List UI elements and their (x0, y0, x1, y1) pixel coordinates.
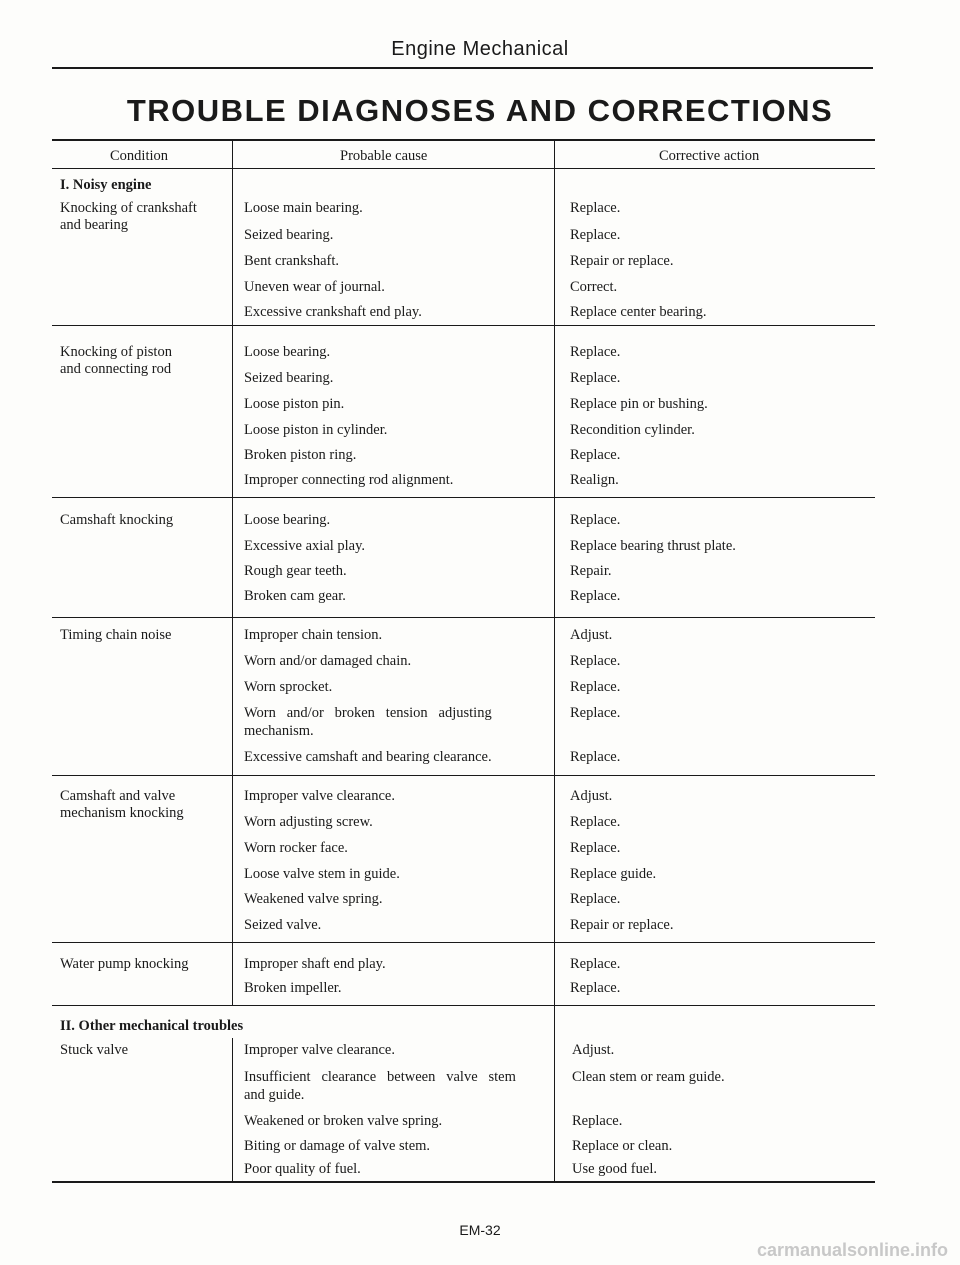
action-cell: Replace. (570, 370, 621, 386)
table-top-rule (52, 139, 875, 141)
action-cell: Replace bearing thrust plate. (570, 538, 736, 554)
cause-cell: Loose bearing. (244, 344, 331, 360)
row-divider (52, 617, 875, 618)
cause-cell: Seized bearing. (244, 370, 334, 386)
cause-cell: Excessive camshaft and bearing clearance. (244, 749, 492, 765)
action-cell: Realign. (570, 472, 619, 488)
action-cell: Replace. (570, 891, 621, 907)
cause-cell: Worn and/or damaged chain. (244, 653, 412, 669)
cause-cell: Improper valve clearance. (244, 1042, 395, 1058)
action-cell: Correct. (570, 279, 618, 295)
action-cell: Clean stem or ream guide. (572, 1069, 725, 1085)
action-cell: Replace. (570, 447, 621, 463)
action-cell: Replace guide. (570, 866, 657, 882)
action-cell: Replace or clean. (572, 1138, 673, 1154)
action-cell: Use good fuel. (572, 1161, 657, 1177)
cause-cell: Uneven wear of journal. (244, 279, 385, 295)
cause-cell: Poor quality of fuel. (244, 1161, 361, 1177)
cause-cell: Loose piston pin. (244, 396, 345, 412)
action-cell: Replace. (570, 227, 621, 243)
group-heading: I. Noisy engine (60, 177, 152, 193)
action-cell: Replace. (570, 588, 621, 604)
cause-cell: Loose bearing. (244, 512, 331, 528)
cause-cell: Broken impeller. (244, 980, 342, 996)
cause-cell: Broken cam gear. (244, 588, 346, 604)
cause-cell: Broken piston ring. (244, 447, 357, 463)
action-cell: Recondition cylinder. (570, 422, 695, 438)
watermark: carmanualsonline.info (756, 1240, 948, 1260)
action-cell: Replace. (570, 705, 621, 721)
condition-cell: Knocking of piston (60, 344, 172, 360)
action-cell: Adjust. (570, 627, 613, 643)
cause-cell: Biting or damage of valve stem. (244, 1138, 431, 1154)
cause-cell: Loose valve stem in guide. (244, 866, 400, 882)
column-header-condition: Condition (110, 148, 169, 164)
action-cell: Adjust. (570, 788, 613, 804)
cause-cell: Bent crankshaft. (244, 253, 340, 269)
row-divider (52, 497, 875, 498)
action-cell: Replace. (570, 980, 621, 996)
action-cell: Replace. (572, 1113, 623, 1129)
action-cell: Repair or replace. (570, 917, 674, 933)
group-heading: II. Other mechanical troubles (60, 1018, 244, 1034)
condition-cell: Stuck valve (60, 1042, 129, 1058)
action-cell: Repair or replace. (570, 253, 674, 269)
action-cell: Replace. (570, 840, 621, 856)
cause-cell: Worn and/or broken tension adjusting (244, 705, 492, 721)
action-cell: Replace. (570, 653, 621, 669)
cause-cell: Insufficient clearance between valve stem (244, 1069, 516, 1085)
section-title: Engine Mechanical (391, 38, 569, 60)
action-cell: Replace. (570, 512, 621, 528)
row-divider (52, 1005, 875, 1006)
column-divider (554, 139, 555, 1183)
condition-cell: Timing chain noise (60, 627, 172, 643)
condition-cell: Camshaft knocking (60, 512, 174, 528)
cause-cell: Weakened valve spring. (244, 891, 383, 907)
column-divider (232, 139, 233, 1005)
cause-cell: Worn sprocket. (244, 679, 333, 695)
cause-cell: Worn rocker face. (244, 840, 348, 856)
condition-cell: mechanism knocking (60, 805, 184, 821)
cause-cell: Loose piston in cylinder. (244, 422, 388, 438)
column-header-cause: Probable cause (340, 148, 428, 164)
action-cell: Replace pin or bushing. (570, 396, 708, 412)
action-cell: Adjust. (572, 1042, 615, 1058)
action-cell: Replace. (570, 344, 621, 360)
row-divider (52, 775, 875, 776)
cause-cell: Worn adjusting screw. (244, 814, 373, 830)
cause-cell: Seized bearing. (244, 227, 334, 243)
cause-cell: Improper chain tension. (244, 627, 383, 643)
action-cell: Replace. (570, 956, 621, 972)
cause-cell: Loose main bearing. (244, 200, 363, 216)
action-cell: Replace. (570, 814, 621, 830)
row-divider (52, 325, 875, 326)
action-cell: Replace. (570, 749, 621, 765)
cause-cell: Seized valve. (244, 917, 322, 933)
condition-cell: and connecting rod (60, 361, 172, 377)
cause-cell: Excessive crankshaft end play. (244, 304, 422, 320)
cause-cell: Weakened or broken valve spring. (244, 1113, 443, 1129)
cause-cell: Improper connecting rod alignment. (244, 472, 454, 488)
trouble-table (52, 139, 875, 1183)
action-cell: Replace. (570, 679, 621, 695)
cause-cell: Improper shaft end play. (244, 956, 386, 972)
cause-cell: Improper valve clearance. (244, 788, 395, 804)
column-header-action: Corrective action (659, 148, 760, 164)
header-bottom-rule (52, 168, 875, 169)
action-cell: Replace center bearing. (570, 304, 707, 320)
column-divider (232, 1038, 233, 1183)
action-cell: Repair. (570, 563, 612, 579)
condition-cell: Camshaft and valve (60, 788, 176, 804)
condition-cell: Knocking of crankshaft (60, 200, 197, 216)
header-rule (52, 67, 873, 69)
cause-cell: mechanism. (244, 723, 314, 739)
action-cell: Replace. (570, 200, 621, 216)
table-bottom-rule (52, 1181, 875, 1183)
page-number: EM-32 (459, 1222, 501, 1238)
row-divider (52, 942, 875, 943)
cause-cell: and guide. (244, 1087, 305, 1103)
condition-cell: and bearing (60, 217, 129, 233)
condition-cell: Water pump knocking (60, 956, 189, 972)
page-title: TROUBLE DIAGNOSES AND CORRECTIONS (126, 93, 834, 128)
cause-cell: Rough gear teeth. (244, 563, 347, 579)
cause-cell: Excessive axial play. (244, 538, 366, 554)
